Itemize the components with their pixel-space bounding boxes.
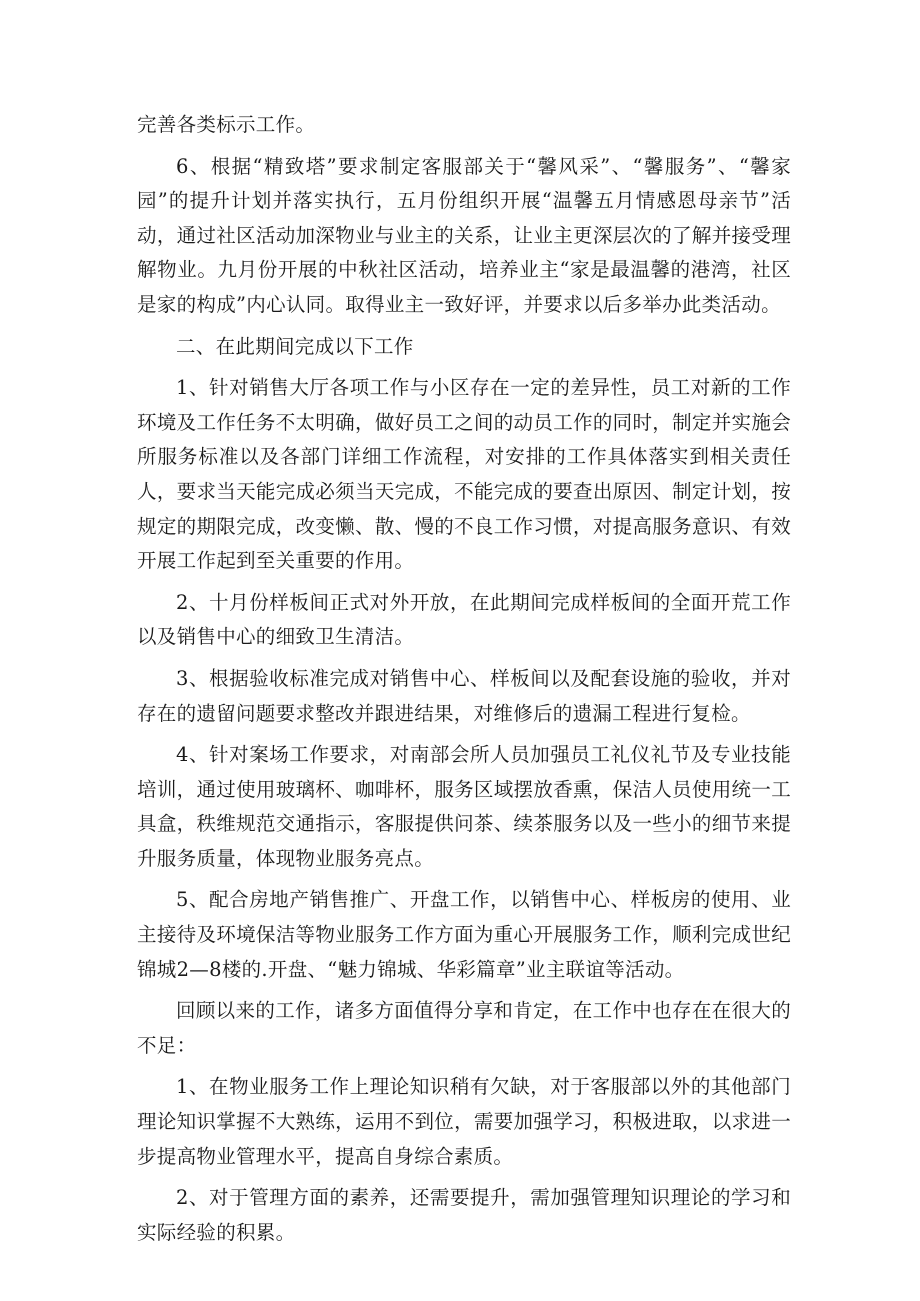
- paragraph-item-3: 3、根据验收标准完成对销售中心、样板间以及配套设施的验收，并对存在的遗留问题要求整改并跟进结果，对维修后的遗漏工程进行复检。: [137, 666, 791, 725]
- paragraph-item-6: 6、根据“精致塔”要求制定客服部关于“馨风采”、“馨服务”、“馨家园”的提升计划并落实执行，五月份组织开展“温馨五月情感恩母亲节”活动，通过社区活动加深物业与业主的关系，让业主更深层次的了解并接受理解物业。九月份开展的中秋社区活动，培养业主“家是最温馨的港湾，社区是家的构成”内心认同。取得业主一致好评，并要求以后多举办此类活动。: [137, 154, 791, 316]
- paragraph-item-4: 4、针对案场工作要求，对南部会所人员加强员工礼仪礼节及专业技能培训，通过使用玻璃杯、咖啡杯，服务区域摆放香熏，保洁人员使用统一工具盒，秩维规范交通指示，客服提供问茶、续茶服务以及一些小的细节来提升服务质量，体现物业服务亮点。: [137, 743, 791, 870]
- paragraph-review: 回顾以来的工作，诸多方面值得分享和肯定，在工作中也存在在很大的不足：: [137, 999, 791, 1057]
- paragraph-item-2: 2、十月份样板间正式对外开放，在此期间完成样板间的全面开荒工作以及销售中心的细致卫生清洁。: [137, 590, 791, 649]
- paragraph-shortcoming-2: 2、对于管理方面的素养，还需要提升，需加强管理知识理论的学习和实际经验的积累。: [137, 1186, 791, 1244]
- paragraph-item-5: 5、配合房地产销售推广、开盘工作，以销售中心、样板房的使用、业主接待及环境保洁等物业服务工作方面为重心开展服务工作，顺利完成世纪锦城2—8楼的.开盘、“魅力锦城、华彩篇章”业主联谊等活动。: [137, 888, 791, 981]
- document-body: [137, 108, 791, 1250]
- section-heading-2: 二、在此期间完成以下工作: [176, 334, 414, 358]
- paragraph-continuation: 完善各类标示工作。: [137, 113, 316, 136]
- paragraph-shortcoming-1: 1、在物业服务工作上理论知识稍有欠缺，对于客服部以外的其他部门理论知识掌握不大熟练，运用不到位，需要加强学习，积极进取，以求进一步提高物业管理水平，提高自身综合素质。: [137, 1075, 791, 1168]
- paragraph-item-1: 1、针对销售大厅各项工作与小区存在一定的差异性，员工对新的工作环境及工作任务不太明确，做好员工之间的动员工作的同时，制定并实施会所服务标准以及各部门详细工作流程，对安排的工作具体落实到相关责任人，要求当天能完成必须当天完成，不能完成的要查出原因、制定计划，按规定的期限完成，改变懒、散、慢的不良工作习惯，对提高服务意识、有效开展工作起到至关重要的作用。: [137, 376, 791, 573]
